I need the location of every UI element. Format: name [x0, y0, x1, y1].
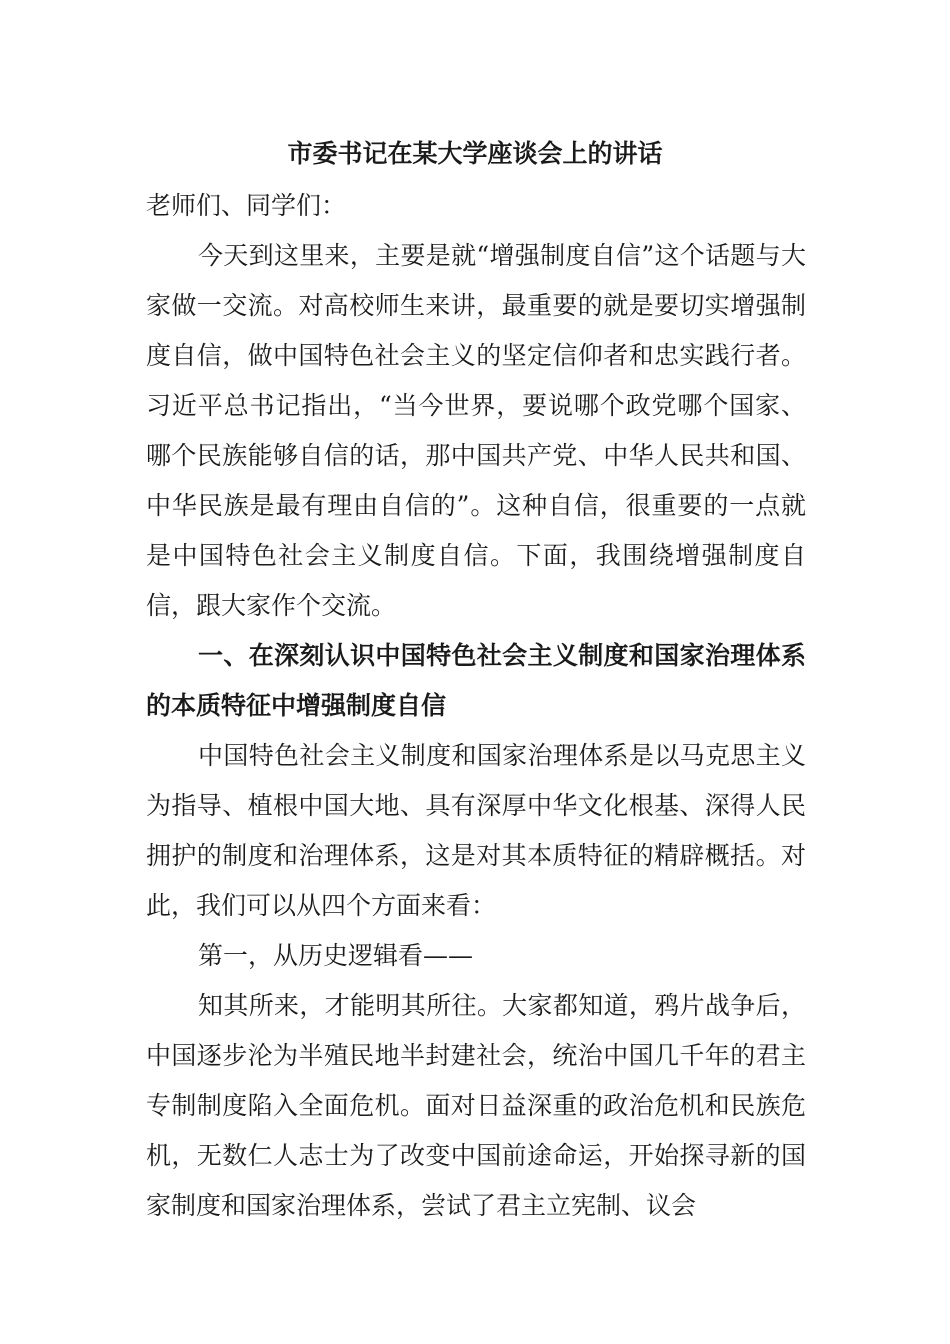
document-body	[146, 181, 806, 1231]
paragraph-intro: 今天到这里来，主要是就“增强制度自信”这个话题与大家做一交流。对高校师生来讲，最重要的就是要切实增强制度自信，做中国特色社会主义的坚定信仰者和忠实践行者。习近平总书记指出，“当今世界，要说哪个政党哪个国家、哪个民族能够自信的话，那中国共产党、中华人民共和国、中华民族是最有理由自信的”。这种自信，很重要的一点就是中国特色社会主义制度自信。下面，我围绕增强制度自信，跟大家作个交流。	[146, 241, 806, 620]
salutation: 老师们、同学们：	[146, 191, 347, 220]
paragraph-section-1: 中国特色社会主义制度和国家治理体系是以马克思主义为指导、植根中国大地、具有深厚中华文化根基、深得人民拥护的制度和治理体系，这是对其本质特征的精辟概括。对此，我们可以从四个方面来看：	[146, 741, 806, 920]
section-heading-1: 一、在深刻认识中国特色社会主义制度和国家治理体系的本质特征中增强制度自信	[146, 641, 806, 720]
document-title: 市委书记在某大学座谈会上的讲话	[287, 139, 663, 168]
subheading-history-logic: 第一，从历史逻辑看——	[198, 941, 474, 970]
paragraph-history: 知其所来，才能明其所往。大家都知道，鸦片战争后，中国逐步沦为半殖民地半封建社会，统治中国几千年的君主专制制度陷入全面危机。面对日益深重的政治危机和民族危机，无数仁人志士为了改变中国前途命运，开始探寻新的国家制度和国家治理体系，尝试了君主立宪制、议会	[146, 991, 806, 1220]
